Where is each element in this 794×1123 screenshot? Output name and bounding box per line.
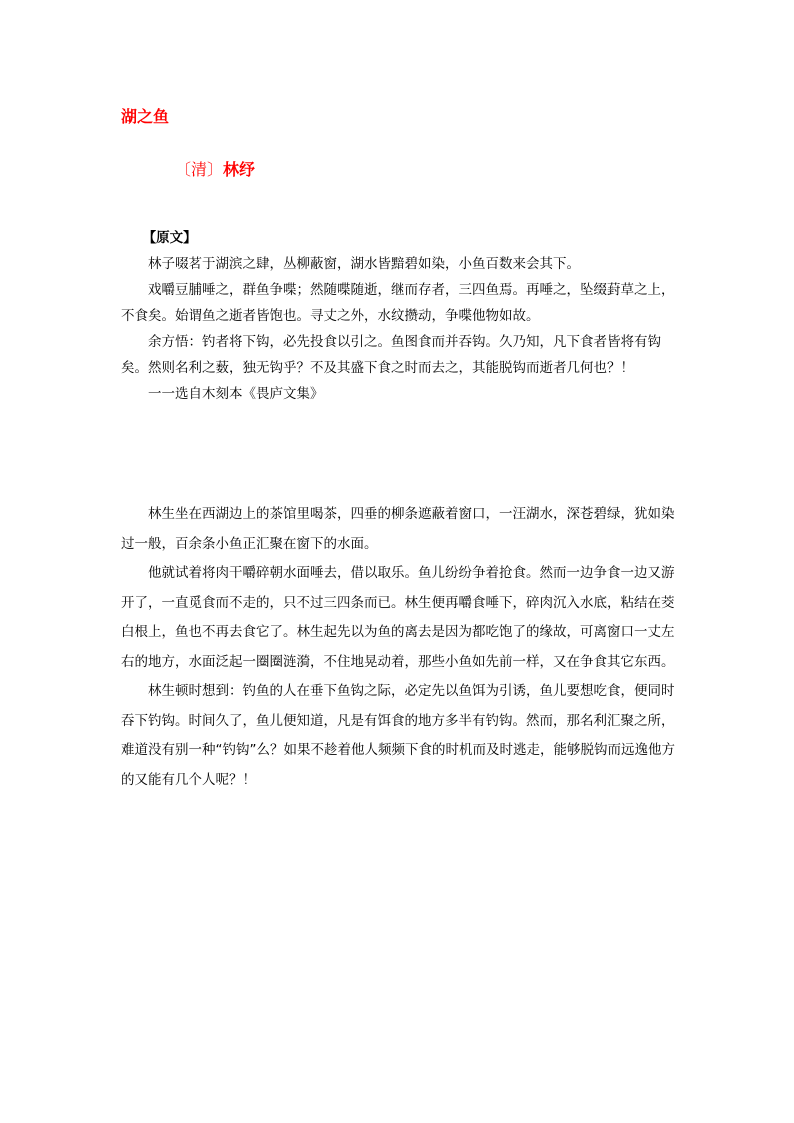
original-heading: 【原文】 (142, 230, 197, 246)
source-citation: 一一选自木刻本《畏庐文集》 (148, 386, 324, 402)
original-paragraph: 林子啜茗于湖滨之肆，丛柳蔽窗，湖水皆黯碧如染，小鱼百数来会其下。 (148, 256, 580, 272)
translation-paragraph: 林生坐在西湖边上的茶馆里喝茶，四垂的柳条遮蔽着窗口，一汪湖水，深苍碧绿，犹如染过一般，百余条小鱼正汇聚在窗下的水面。 (121, 506, 675, 552)
author-line (175, 159, 255, 181)
original-text-section (121, 225, 681, 407)
author-dynasty: 〔清〕 (175, 160, 224, 179)
translation-paragraph: 他就试着将肉干嚼碎朝水面唾去，借以取乐。鱼儿纷纷争着抢食。然而一边争食一边又游开了，一直觅食而不走的，只不过三四条而已。林生便再嚼食唾下，碎肉沉入水底，粘结在茭白根上，鱼也不再去食它了。林生起先以为鱼的离去是因为都吃饱了的缘故，可离窗口一丈左右的地方，水面泛起一圈圈涟漪，不住地晃动着，那些小鱼如先前一样，又在争食其它东西。 (121, 565, 675, 670)
translation-paragraph: 林生顿时想到：钓鱼的人在垂下鱼钩之际，必定先以鱼饵为引诱，鱼儿要想吃食，便同时吞下钓钩。时间久了，鱼儿便知道，凡是有饵食的地方多半有钓钩。然而，那名利汇聚之所，难道没有别一种“钓钩”么？如果不趁着他人频频下食的时机而及时逃走，能够脱钩而远逸他方的又能有几个人呢？！ (121, 683, 675, 788)
translation-section (121, 500, 681, 795)
original-paragraph: 余方悟：钓者将下钩，必先投食以引之。鱼图食而并吞钩。久乃知，凡下食者皆将有钩矣。然则名利之薮，独无钩乎？不及其盛下食之时而去之，其能脱钩而逝者几何也？！ (121, 334, 661, 376)
article-title: 湖之鱼 (121, 107, 170, 126)
author-name: 林纾 (223, 160, 256, 179)
original-paragraph: 戏嚼豆脯唾之，群鱼争喋；然随喋随逝，继而存者，三四鱼焉。再唾之，坠缀葑草之上，不食矣。始谓鱼之逝者皆饱也。寻丈之外，水纹攒动，争喋他物如故。 (121, 282, 675, 324)
